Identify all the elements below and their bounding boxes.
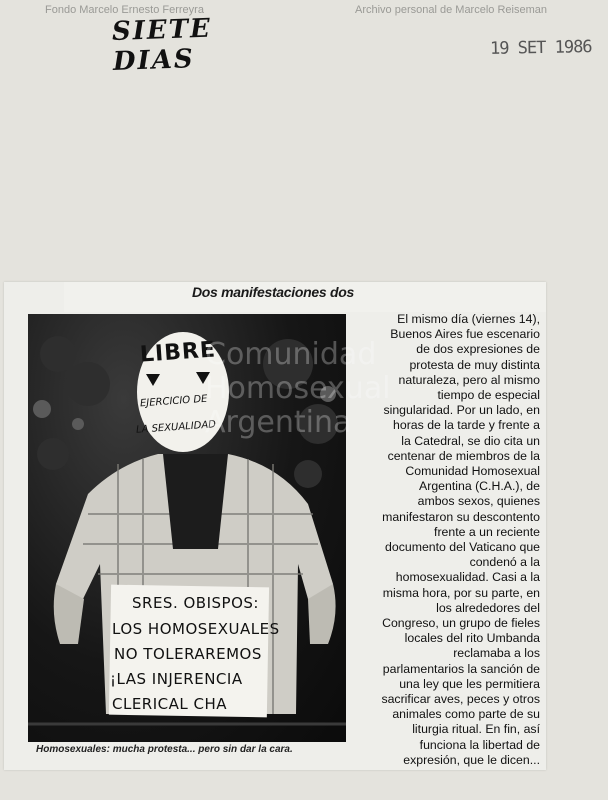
article-body-line: de dos expresiones de bbox=[416, 342, 540, 357]
article-body-line: Congreso, un grupo de fieles bbox=[382, 616, 540, 631]
article-body-line: una ley que les permitiera bbox=[399, 676, 540, 691]
article-body-line: documento del Vaticano que bbox=[385, 540, 540, 555]
article-body-line: expresión, que le dicen... bbox=[403, 752, 540, 767]
mask-text-libre: LIBRE bbox=[139, 337, 217, 368]
article-body-line: los alrededores del bbox=[436, 600, 540, 615]
article-body-line: Comunidad Homosexual bbox=[405, 464, 540, 479]
article-body-line: Buenos Aires fue escenario bbox=[390, 327, 540, 342]
sign-line-3: NO TOLERAREMOS bbox=[114, 645, 262, 663]
article-body-line: horas de la tarde y frente a bbox=[393, 418, 540, 433]
article-body-line: singularidad. Por un lado, en bbox=[383, 403, 540, 418]
watermark-line-2: Homosexual bbox=[205, 371, 391, 406]
archive-label-left: Fondo Marcelo Ernesto Ferreyra bbox=[45, 4, 204, 16]
photo-caption: Homosexuales: mucha protesta... pero sin dar la cara. bbox=[36, 744, 293, 755]
article-body-line: funciona la libertad de bbox=[419, 737, 540, 752]
article-headline: Dos manifestaciones dos bbox=[192, 284, 354, 300]
article-body-line: reclamaba a los bbox=[453, 646, 540, 661]
mask-text-line-2: LA SEXUALIDAD bbox=[135, 419, 217, 436]
article-body-line: tiempo de especial bbox=[437, 388, 540, 403]
article-body-line: naturaleza, pero al mismo bbox=[398, 372, 540, 387]
mask-text-line-1: EJERCICIO DE bbox=[139, 393, 208, 410]
sign-line-2: LOS HOMOSEXUALES bbox=[112, 620, 280, 638]
article-body-line: locales del rito Umbanda bbox=[404, 631, 540, 646]
article-body-line: frente a un reciente bbox=[434, 524, 540, 539]
article-body-line: animales como parte de su bbox=[392, 707, 540, 722]
article-body-line: liturgia ritual. En fin, así bbox=[412, 722, 540, 737]
article-body-line: parlamentarios la sanción de bbox=[382, 661, 540, 676]
watermark-line-1: Comunidad bbox=[205, 337, 377, 372]
article-body-line: la Catedral, se dio cita un bbox=[401, 433, 540, 448]
article-photo bbox=[28, 314, 346, 742]
article-body-line: manifestaron su descontento bbox=[382, 509, 540, 524]
sign-line-5: CLERICAL CHA bbox=[112, 695, 228, 713]
article-body-line: centenar de miembros de la bbox=[387, 448, 540, 463]
date-stamp: 19 SET 1986 bbox=[489, 37, 592, 59]
article-body-line: Argentina (C.H.A.), de bbox=[419, 479, 540, 494]
watermark-line-3: Argentina bbox=[205, 405, 352, 440]
article-body-line: condenó a la bbox=[469, 555, 540, 570]
publication-name: SIETE DIAS bbox=[111, 13, 213, 78]
article-body-line: homosexualidad. Casi a la bbox=[395, 570, 540, 585]
sign-line-1: SRES. OBISPOS: bbox=[132, 594, 259, 612]
article-body-line: sacrificar aves, peces y otros bbox=[381, 692, 540, 707]
sign-line-4: ¡LAS INJERENCIA bbox=[110, 670, 243, 688]
article-body bbox=[350, 312, 540, 768]
newspaper-clipping bbox=[4, 282, 546, 770]
article-body-line: misma hora, por su parte, en bbox=[382, 585, 540, 600]
archive-label-right: Archivo personal de Marcelo Reiseman bbox=[355, 4, 547, 16]
article-body-line: protesta de muy distinta bbox=[409, 357, 540, 372]
article-body-line: ambos sexos, quienes bbox=[417, 494, 540, 509]
article-body-line: El mismo día (viernes 14), bbox=[397, 312, 540, 326]
